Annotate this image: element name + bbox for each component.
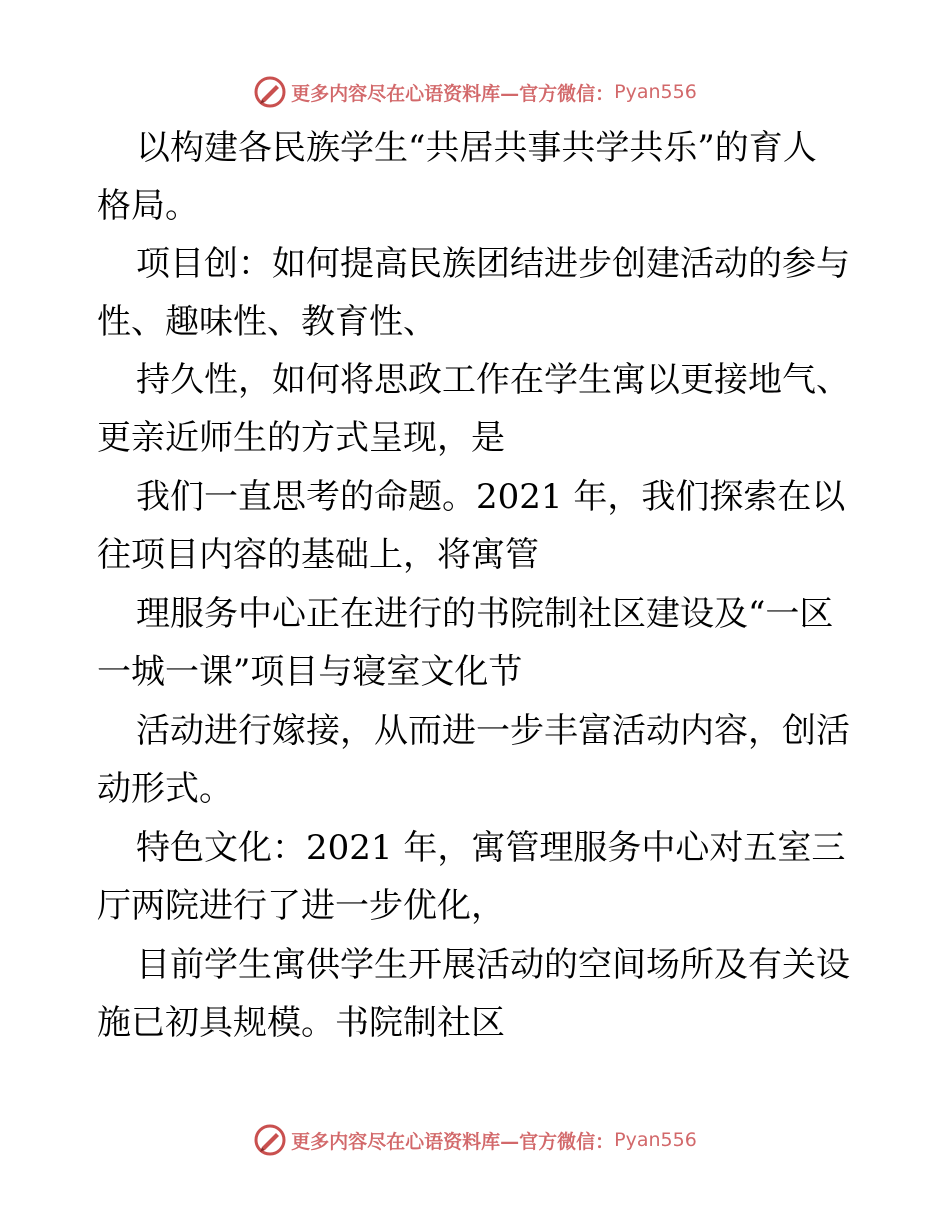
body-line: 性、趣味性、教育性、	[97, 302, 437, 342]
pen-logo-icon	[253, 1123, 287, 1157]
body-line: 理服务中心正在进行的书院制社区建设及“一区	[136, 594, 834, 634]
body-line: 厅两院进行了进一步优化，	[97, 886, 505, 926]
body-line: 特色文化：2021 年，寓管理服务中心对五室三	[136, 828, 846, 868]
header-wechat-id: Pyan556	[614, 81, 697, 103]
body-line: 项目创：如何提高民族团结进步创建活动的参与	[136, 244, 850, 284]
body-line: 以构建各民族学生“共居共事共学共乐”的育人	[136, 128, 817, 168]
body-line: 活动进行嫁接，从而进一步丰富活动内容，创活	[136, 711, 850, 751]
body-line: 动形式。	[97, 769, 233, 809]
body-line: 格局。	[97, 186, 199, 226]
header-brand-text: 更多内容尽在心语资料库—官方微信：	[291, 82, 615, 105]
body-line: 我们一直思考的命题。2021 年，我们探索在以	[136, 477, 846, 517]
footer-banner	[0, 1120, 950, 1160]
footer-brand-text: 更多内容尽在心语资料库—官方微信：	[291, 1130, 615, 1153]
body-line: 更亲近师生的方式呈现，是	[97, 418, 505, 458]
footer-wechat-id: Pyan556	[614, 1129, 697, 1151]
body-line: 往项目内容的基础上，将寓管	[97, 535, 539, 575]
body-line: 施已初具规模。书院制社区	[97, 1003, 505, 1043]
body-line: 持久性，如何将思政工作在学生寓以更接地气、	[136, 360, 850, 400]
body-line: 一城一课”项目与寝室文化节	[97, 652, 523, 692]
body-line: 目前学生寓供学生开展活动的空间场所及有关设	[136, 945, 850, 985]
